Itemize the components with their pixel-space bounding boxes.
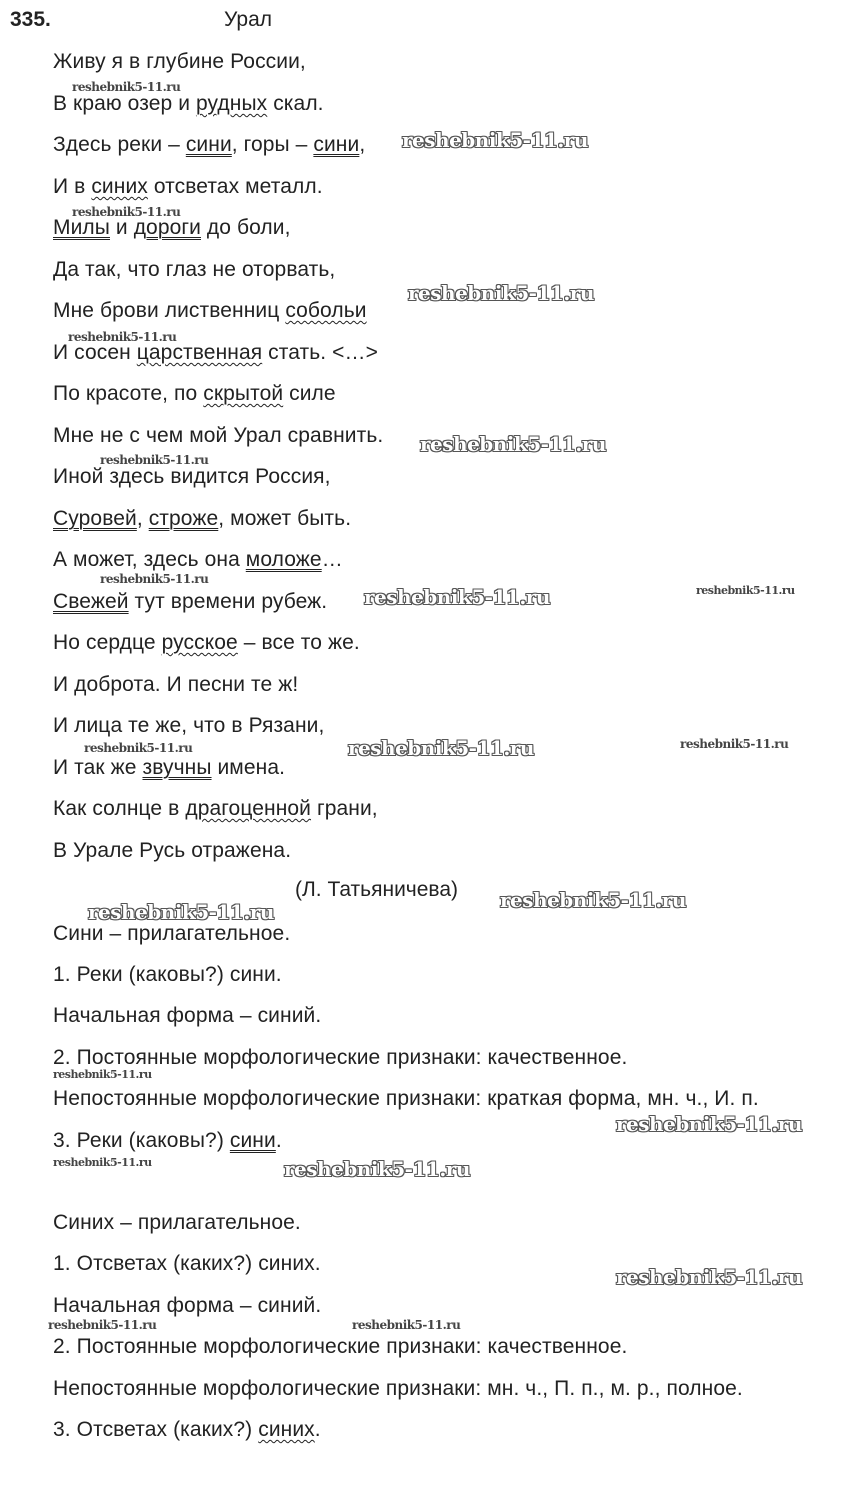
poem-line: И лица те же, что в Рязани, — [53, 714, 325, 737]
watermark: reshebnik5-11.ru — [88, 900, 274, 924]
watermark: reshebnik5-11.ru — [616, 1112, 802, 1136]
poem-author: (Л. Татьяничева) — [295, 878, 459, 901]
watermark: reshebnik5-11.ru — [420, 432, 606, 456]
poem-line: А может, здесь она моложе… — [53, 548, 343, 571]
watermark: reshebnik5-11.ru — [48, 1318, 157, 1332]
analysis-line: Начальная форма – синий. — [53, 1004, 322, 1027]
watermark: reshebnik5-11.ru — [68, 330, 177, 344]
analysis-line: 3. Реки (каковы?) сини. — [53, 1129, 282, 1152]
analysis-line: Синих – прилагательное. — [53, 1211, 301, 1234]
poem-line: В Урале Русь отражена. — [53, 839, 292, 862]
watermark: reshebnik5-11.ru — [616, 1265, 802, 1289]
poem-line: Мне не с чем мой Урал сравнить. — [53, 424, 384, 447]
analysis-line: 1. Реки (каковы?) сини. — [53, 963, 282, 986]
watermark: reshebnik5-11.ru — [84, 741, 193, 755]
poem-line: Суровей, строже, может быть. — [53, 507, 352, 530]
watermark: reshebnik5-11.ru — [100, 572, 209, 586]
watermark: reshebnik5-11.ru — [364, 585, 550, 609]
poem-line: Мне брови лиственниц собольи — [53, 299, 367, 322]
watermark: reshebnik5-11.ru — [352, 1318, 461, 1332]
watermark: reshebnik5-11.ru — [500, 888, 686, 912]
watermark: reshebnik5-11.ru — [408, 281, 594, 305]
exercise-number: 335. — [10, 8, 51, 31]
analysis-line: 1. Отсветах (каких?) синих. — [53, 1252, 321, 1275]
poem-line: И в синих отсветах металл. — [53, 175, 323, 198]
watermark: reshebnik5-11.ru — [680, 737, 789, 751]
poem-line: И сосен царственная стать. <…> — [53, 341, 379, 364]
watermark: reshebnik5-11.ru — [696, 584, 795, 597]
analysis-line: Непостоянные морфологические признаки: краткая форма, мн. ч., И. п. — [53, 1087, 759, 1110]
poem-line: Милы и дороги до боли, — [53, 216, 291, 239]
poem-line: И доброта. И песни те ж! — [53, 673, 299, 696]
analysis-line: Непостоянные морфологические признаки: мн. ч., П. п., м. р., полное. — [53, 1377, 743, 1400]
poem-line: Здесь реки – сини, горы – сини, — [53, 133, 366, 156]
analysis-line: Сини – прилагательное. — [53, 922, 291, 945]
watermark: reshebnik5-11.ru — [53, 1156, 152, 1169]
poem-line: И так же звучны имена. — [53, 756, 286, 779]
poem-line: Свежей тут времени рубеж. — [53, 590, 328, 613]
analysis-line: 3. Отсветах (каких?) синих. — [53, 1418, 321, 1441]
poem-line: В краю озер и рудных скал. — [53, 92, 324, 115]
watermark: reshebnik5-11.ru — [72, 80, 181, 94]
analysis-line: 2. Постоянные морфологические признаки: качественное. — [53, 1335, 628, 1358]
poem-line: Да так, что глаз не оторвать, — [53, 258, 336, 281]
poem-line: По красоте, по скрытой силе — [53, 382, 336, 405]
watermark: reshebnik5-11.ru — [402, 128, 588, 152]
poem-line: Иной здесь видится Россия, — [53, 465, 331, 488]
poem-line: Живу я в глубине России, — [53, 50, 306, 73]
watermark: reshebnik5-11.ru — [284, 1157, 470, 1181]
poem-line: Но сердце русское – все то же. — [53, 631, 360, 654]
poem-line: Как солнце в драгоценной грани, — [53, 797, 378, 820]
analysis-line: 2. Постоянные морфологические признаки: качественное. — [53, 1046, 628, 1069]
watermark: reshebnik5-11.ru — [53, 1068, 152, 1081]
watermark: reshebnik5-11.ru — [100, 453, 209, 467]
watermark: reshebnik5-11.ru — [72, 205, 181, 219]
poem-title: Урал — [224, 8, 273, 31]
analysis-line: Начальная форма – синий. — [53, 1294, 322, 1317]
watermark: reshebnik5-11.ru — [348, 736, 534, 760]
